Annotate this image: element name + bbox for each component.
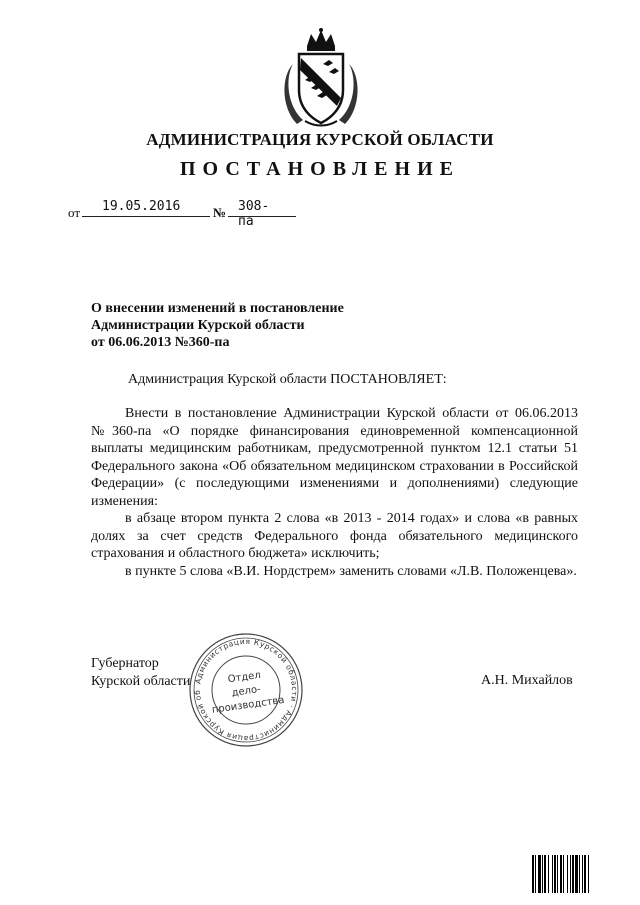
signer-title — [91, 655, 190, 691]
subject-line: от 06.06.2013 №360-па — [91, 335, 230, 350]
stamp-seal-icon — [186, 630, 306, 750]
barcode-icon — [532, 855, 618, 893]
date-underline — [82, 216, 210, 217]
organization-name: АДМИНИСТРАЦИЯ КУРСКОЙ ОБЛАСТИ — [146, 130, 494, 149]
signer-title-line: Курской области — [91, 674, 191, 689]
svg-text:производства: производства — [211, 694, 286, 716]
svg-text:дело-: дело- — [230, 684, 262, 699]
document-body — [91, 405, 578, 580]
document-number: 308-па — [238, 199, 270, 229]
document-type: ПОСТАНОВЛЕНИЕ — [180, 158, 460, 180]
coat-of-arms-icon — [283, 28, 359, 128]
svg-text:Отдел: Отдел — [227, 669, 262, 686]
number-label: № — [213, 205, 227, 220]
svg-text:Администрация Курской области: Администрация Курской области · Администрация Курской об — [192, 636, 300, 744]
subject-line: О внесении изменений в постановление — [91, 301, 344, 316]
preamble: Администрация Курской области ПОСТАНОВЛЯЕТ: — [128, 372, 447, 387]
body-paragraph: Внести в постановление Администрации Курской области от 06.06.2013 №360-па «О порядке финансирования единовременной компенсационной выплаты медицинским работникам, предусмотренной пунктом 12.1 статьи 51 Федерального закона «Об обязательном медицинском страховании в Российской Федерации» (с последующими изменениями и дополнениями) следующие изменения: — [91, 406, 578, 509]
document-date: 19.05.2016 — [102, 199, 181, 214]
body-paragraph: в абзаце втором пункта 2 слова «в 2013 - 2014 годах» и слова «в равных долях за счет средств Федерального фонда обязательного медицинского страхования и областного бюджета» исключить; — [91, 511, 578, 561]
body-paragraph: в пункте 5 слова «В.И. Нордстрем» заменить словами «Л.В. Положенцева». — [125, 563, 577, 579]
subject-line: Администрации Курской области — [91, 318, 305, 333]
signer-name: А.Н. Михайлов — [481, 673, 573, 688]
signer-title-line: Губернатор — [91, 656, 159, 671]
from-label: от — [68, 205, 81, 220]
document-subject — [91, 300, 421, 351]
